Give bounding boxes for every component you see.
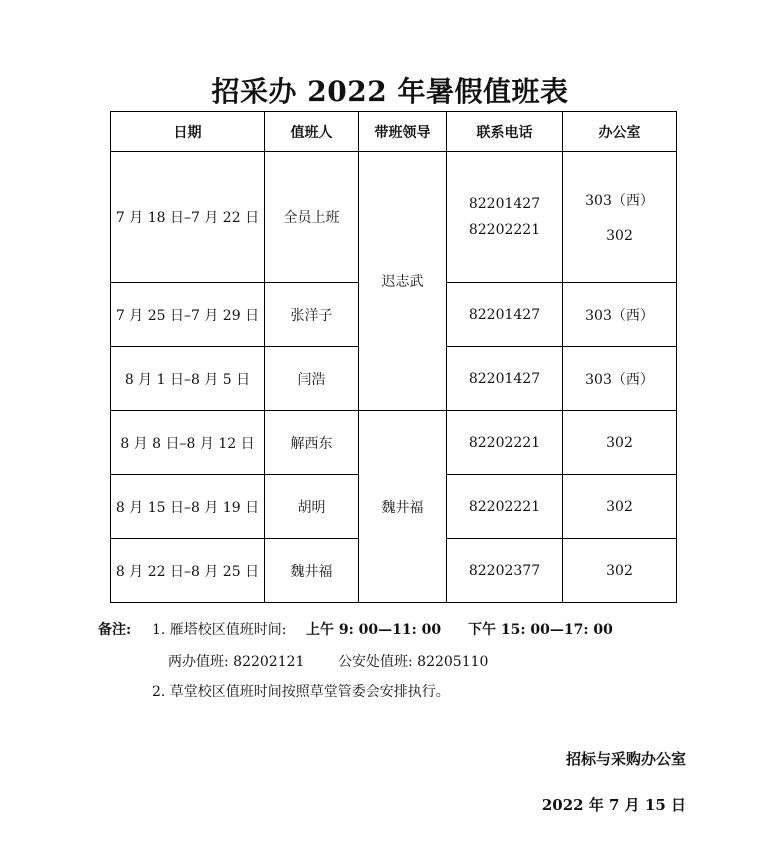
- notes-item-2: 2. 草堂校区值班时间按照草堂管委会安排执行。: [152, 684, 450, 700]
- table-row: [111, 411, 677, 475]
- office-cell: 303（西）: [563, 347, 677, 411]
- person-cell: 解西东: [265, 411, 359, 475]
- date-cell: 7 月 18 日–7 月 22 日: [111, 152, 265, 283]
- phone-cell: 82201427: [447, 347, 563, 411]
- duty-schedule-table: [110, 111, 677, 603]
- issuing-office: 招标与采购办公室: [565, 750, 686, 768]
- date-cell: 8 月 15 日–8 月 19 日: [111, 475, 265, 539]
- person-cell: 张洋子: [265, 283, 359, 347]
- office-cell: 302: [563, 411, 677, 475]
- person-cell: 魏井福: [265, 539, 359, 603]
- phone-cell: [447, 152, 563, 283]
- header-date: 日期: [111, 112, 265, 152]
- office-cell: [563, 152, 677, 283]
- page-title: 招采办 2022 年暑假值班表: [211, 75, 569, 108]
- notes-item-1: 1. 雁塔校区值班时间:: [152, 622, 287, 638]
- office-cell: 302: [563, 475, 677, 539]
- phone-cell: 82202221: [447, 411, 563, 475]
- person-cell: 全员上班: [265, 152, 359, 283]
- phone-number: 82201427: [468, 196, 541, 212]
- office-cell: 302: [563, 539, 677, 603]
- issue-date: 2022 年 7 月 15 日: [541, 796, 686, 814]
- header-office: 办公室: [563, 112, 677, 152]
- date-cell: 8 月 22 日–8 月 25 日: [111, 539, 265, 603]
- office-duty-phone: 两办值班: 82202121: [168, 654, 305, 670]
- date-cell: 7 月 25 日–7 月 29 日: [111, 283, 265, 347]
- table-row: [111, 152, 677, 283]
- phone-cell: 82202221: [447, 475, 563, 539]
- header-leader: 带班领导: [359, 112, 447, 152]
- notes-label: 备注:: [98, 622, 132, 638]
- date-cell: 8 月 1 日–8 月 5 日: [111, 347, 265, 411]
- phone-cell: 82202377: [447, 539, 563, 603]
- office-cell: 303（西）: [563, 283, 677, 347]
- leader-cell: 魏井福: [359, 411, 447, 603]
- phone-cell: 82201427: [447, 283, 563, 347]
- afternoon-hours: 下午 15: 00—17: 00: [468, 622, 613, 638]
- phone-number: 82202221: [468, 222, 541, 238]
- leader-cell: 迟志武: [359, 152, 447, 411]
- office-number: 303（西）: [585, 193, 654, 209]
- security-duty-phone: 公安处值班: 82205110: [338, 654, 489, 670]
- table-header-row: [111, 112, 677, 152]
- header-phone: 联系电话: [447, 112, 563, 152]
- morning-hours: 上午 9: 00—11: 00: [306, 622, 442, 638]
- header-person: 值班人: [265, 112, 359, 152]
- person-cell: 闫浩: [265, 347, 359, 411]
- date-cell: 8 月 8 日–8 月 12 日: [111, 411, 265, 475]
- person-cell: 胡明: [265, 475, 359, 539]
- office-number: 302: [606, 228, 633, 244]
